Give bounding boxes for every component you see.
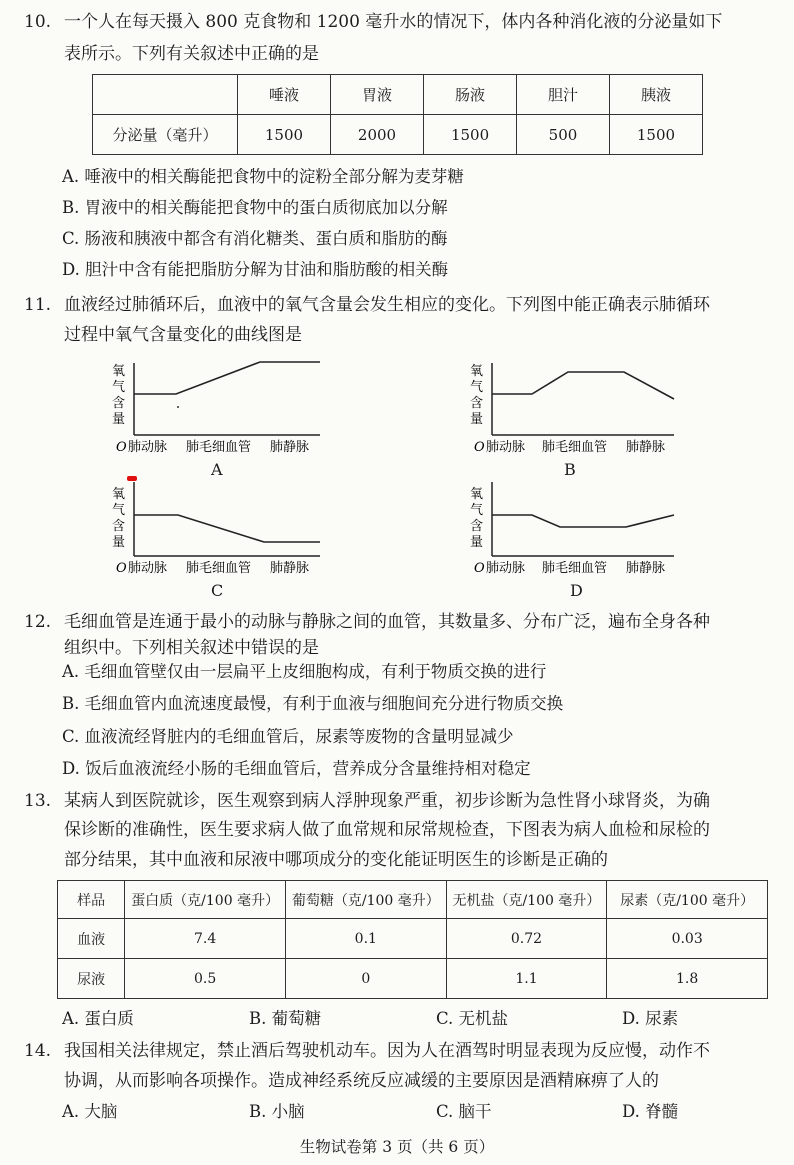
q13-td: 0 xyxy=(285,959,446,999)
graph-b-letter: B xyxy=(564,460,576,479)
q10-option-c[interactable]: C. 肠液和胰液中都含有消化糖类、蛋白质和脂肪的酶 xyxy=(62,229,448,248)
q13-td: 血液 xyxy=(58,919,125,959)
graph-c-ylabel-char: 含 xyxy=(112,519,126,534)
graph-a-svg xyxy=(108,355,338,455)
q13-td: 0.03 xyxy=(607,919,768,959)
graph-a-xlabel: 肺动脉 xyxy=(128,440,168,455)
q13-table-header-row xyxy=(58,881,768,919)
graph-b-ylabel-char: 气 xyxy=(470,380,484,395)
q13-stem-line1 xyxy=(24,790,710,812)
graph-c-ylabel-char: 气 xyxy=(112,503,126,518)
graph-b-ylabel-char: 氧 xyxy=(470,364,484,379)
q12-option-b[interactable]: B. 毛细血管内血流速度最慢，有利于血液与细胞间充分进行物质交换 xyxy=(62,694,564,713)
graph-d-ylabel-char: 量 xyxy=(470,535,484,550)
q13-option-a[interactable]: A. 蛋白质 xyxy=(62,1009,134,1028)
graph-d-ylabel-char: 气 xyxy=(470,503,484,518)
q10-option-b[interactable]: B. 胃液中的相关酶能把食物中的蛋白质彻底加以分解 xyxy=(62,198,448,217)
q12-option-d[interactable]: D. 饭后血液流经小肠的毛细血管后，营养成分含量维持相对稳定 xyxy=(62,759,531,778)
q10-stem-line2 xyxy=(64,43,319,65)
q10-th: 唾液 xyxy=(237,75,330,115)
graph-b-curve xyxy=(492,372,674,399)
q14-option-b[interactable]: B. 小脑 xyxy=(249,1102,305,1121)
q10-th: 胆汁 xyxy=(517,75,610,115)
q13-option-c[interactable]: C. 无机盐 xyxy=(436,1009,509,1028)
graph-a-origin: O xyxy=(116,440,127,455)
q12-stem-line1 xyxy=(24,611,710,633)
graph-b-svg xyxy=(466,355,696,455)
q11-stem-text2: 过程中氧气含量变化的曲线图是 xyxy=(64,325,302,345)
q13-stem-text2: 保诊断的准确性，医生要求病人做了血常规和尿常规检查，下图表为病人血检和尿检的 xyxy=(64,820,710,840)
graph-a[interactable] xyxy=(108,355,338,459)
graph-c-ylabel-char: 量 xyxy=(112,535,126,550)
q13-test-table xyxy=(57,880,768,999)
q13-td: 1.8 xyxy=(607,959,768,999)
q11-stem-text1: 血液经过肺循环后，血液中的氧气含量会发生相应的变化。下列图中能正确表示肺循环 xyxy=(64,295,710,315)
q11-stem-line2 xyxy=(64,324,302,346)
q13-stem-text3: 部分结果，其中血液和尿液中哪项成分的变化能证明医生的诊断是正确的 xyxy=(64,850,608,870)
q10-option-a[interactable]: A. 唾液中的相关酶能把食物中的淀粉全部分解为麦芽糖 xyxy=(62,167,464,186)
q13-table-row xyxy=(58,919,768,959)
q13-td: 尿液 xyxy=(58,959,125,999)
q13-option-d[interactable]: D. 尿素 xyxy=(622,1009,679,1028)
q12-option-c[interactable]: C. 血液流经肾脏内的毛细血管后，尿素等废物的含量明显减少 xyxy=(62,727,514,746)
q10-table-header-row xyxy=(93,75,703,115)
q13-td: 0.72 xyxy=(446,919,607,959)
q10-th: 胰液 xyxy=(609,75,702,115)
q12-stem-text2: 组织中。下列相关叙述中错误的是 xyxy=(64,638,319,658)
q14-stem-text2: 协调，从而影响各项操作。造成神经系统反应减缓的主要原因是酒精麻痹了人的 xyxy=(64,1071,659,1091)
q10-td: 1500 xyxy=(237,115,330,155)
q12-option-a[interactable]: A. 毛细血管壁仅由一层扁平上皮细胞构成，有利于物质交换的进行 xyxy=(62,662,547,681)
q14-option-c[interactable]: C. 脑干 xyxy=(436,1102,492,1121)
q11-stem-line1 xyxy=(24,294,710,316)
q10-td: 1500 xyxy=(609,115,702,155)
q13-th: 尿素（克/100 毫升） xyxy=(607,881,768,919)
graph-d-letter: D xyxy=(570,581,583,600)
graph-b-origin: O xyxy=(474,440,485,455)
graph-d-ylabel-char: 氧 xyxy=(470,487,484,502)
q10-th: 肠液 xyxy=(424,75,517,115)
q13-td: 7.4 xyxy=(125,919,286,959)
graph-b-xlabel: 肺毛细血管 xyxy=(542,440,608,455)
graph-c-curve xyxy=(134,515,320,542)
q14-option-d[interactable]: D. 脊髓 xyxy=(622,1102,679,1121)
q14-number: 14. xyxy=(24,1041,52,1061)
graph-b[interactable] xyxy=(466,355,696,459)
graph-c[interactable] xyxy=(108,476,338,580)
graph-b-xlabel: 肺静脉 xyxy=(626,440,666,455)
graph-a-ylabel-char: 气 xyxy=(112,380,126,395)
q10-secretion-table xyxy=(92,74,703,155)
graph-b-ylabel-char: 含 xyxy=(470,396,484,411)
graph-c-xlabel: 肺静脉 xyxy=(270,561,310,576)
q10-number: 10. xyxy=(24,12,52,32)
q12-stem-text1: 毛细血管是连通于最小的动脉与静脉之间的血管，其数量多、分布广泛，遍布全身各种 xyxy=(64,612,710,632)
graph-a-xlabel: 肺静脉 xyxy=(270,440,310,455)
graph-a-ylabel-char: 量 xyxy=(112,412,126,427)
graph-d-origin: O xyxy=(474,561,485,576)
graph-a-ylabel-char: 氧 xyxy=(112,364,126,379)
red-mark-icon xyxy=(127,476,137,481)
q13-stem-text1: 某病人到医院就诊，医生观察到病人浮肿现象严重，初步诊断为急性肾小球肾炎，为确 xyxy=(64,791,710,811)
q14-stem-line1 xyxy=(24,1040,710,1062)
q13-td: 0.1 xyxy=(285,919,446,959)
q13-stem-line2 xyxy=(64,819,710,841)
q10-stem-line1 xyxy=(24,11,722,33)
graph-c-xlabel: 肺毛细血管 xyxy=(186,561,252,576)
q10-stem-text1: 一个人在每天摄入 800 克食物和 1200 毫升水的情况下，体内各种消化液的分泌量如下 xyxy=(64,12,723,32)
q10-td: 分泌量（毫升） xyxy=(93,115,238,155)
q10-th: 胃液 xyxy=(330,75,423,115)
q13-table-row xyxy=(58,959,768,999)
graph-c-origin: O xyxy=(116,561,127,576)
q13-td: 1.1 xyxy=(446,959,607,999)
q14-stem-text1: 我国相关法律规定，禁止酒后驾驶机动车。因为人在酒驾时明显表现为反应慢，动作不 xyxy=(64,1041,710,1061)
q10-td: 1500 xyxy=(424,115,517,155)
q10-stem-text2: 表所示。下列有关叙述中正确的是 xyxy=(64,44,319,64)
q13-number: 13. xyxy=(24,791,52,811)
q13-th: 葡萄糖（克/100 毫升） xyxy=(285,881,446,919)
graph-b-xlabel: 肺动脉 xyxy=(486,440,526,455)
graph-a-letter: A xyxy=(211,460,223,479)
graph-d-xlabel: 肺毛细血管 xyxy=(542,561,608,576)
graph-c-svg xyxy=(108,476,338,576)
graph-d-xlabel: 肺静脉 xyxy=(626,561,666,576)
q12-stem-line2 xyxy=(64,637,319,659)
graph-d-xlabel: 肺动脉 xyxy=(486,561,526,576)
page-footer: 生物试卷第 3 页（共 6 页） xyxy=(299,1138,495,1156)
q10-table-row xyxy=(93,115,703,155)
graph-c-xlabel: 肺动脉 xyxy=(128,561,168,576)
graph-d-svg xyxy=(466,476,696,576)
graph-a-speck xyxy=(177,406,179,408)
graph-a-curve xyxy=(134,362,320,394)
graph-c-ylabel-char: 氧 xyxy=(112,487,126,502)
q14-option-a[interactable]: A. 大脑 xyxy=(62,1102,118,1121)
q13-th: 蛋白质（克/100 毫升） xyxy=(125,881,286,919)
graph-d-curve xyxy=(492,515,674,527)
q10-option-d[interactable]: D. 胆汁中含有能把脂肪分解为甘油和脂肪酸的相关酶 xyxy=(62,260,449,279)
q11-number: 11. xyxy=(24,295,52,315)
q10-td: 2000 xyxy=(330,115,423,155)
q13-td: 0.5 xyxy=(125,959,286,999)
graph-a-xlabel: 肺毛细血管 xyxy=(186,440,252,455)
q13-th: 样品 xyxy=(58,881,125,919)
graph-d[interactable] xyxy=(466,476,696,580)
graph-b-ylabel-char: 量 xyxy=(470,412,484,427)
q13-option-b[interactable]: B. 葡萄糖 xyxy=(249,1009,322,1028)
q10-td: 500 xyxy=(517,115,610,155)
graph-c-letter: C xyxy=(211,581,224,600)
graph-a-ylabel-char: 含 xyxy=(112,396,126,411)
q13-th: 无机盐（克/100 毫升） xyxy=(446,881,607,919)
q13-stem-line3 xyxy=(64,849,608,871)
q14-stem-line2 xyxy=(64,1070,659,1092)
q12-number: 12. xyxy=(24,612,52,632)
graph-d-ylabel-char: 含 xyxy=(470,519,484,534)
q10-th xyxy=(93,75,238,115)
